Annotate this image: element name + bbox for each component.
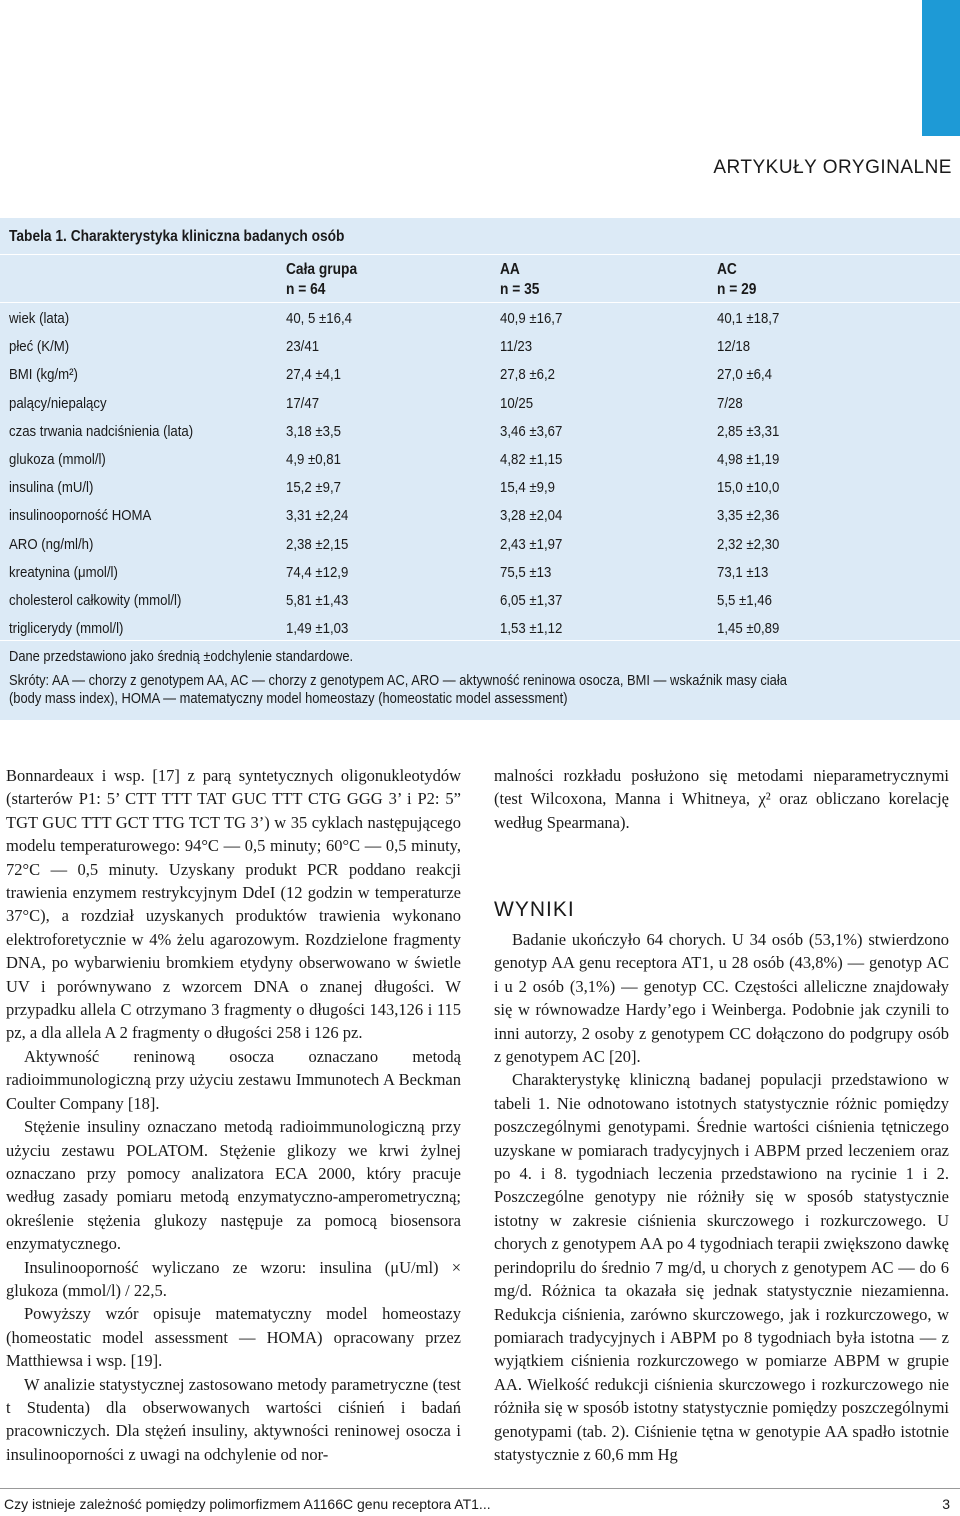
table-cell: 4,98 ±1,19: [717, 451, 780, 468]
table-cell: 1,49 ±1,03: [286, 620, 349, 637]
table-row-label: wiek (lata): [9, 310, 70, 327]
right-column-intro-paragraph: malności rozkładu posłużono się metodami nieparametrycznymi (test Wilcoxona, Manna i Whitneya, χ² oraz obliczano korelację według Spearmana).: [494, 766, 949, 832]
column-header-ac: AC: [717, 261, 737, 278]
table-cell: 4,9 ±0,81: [286, 451, 341, 468]
table-row-label: triglicerydy (mmol/l): [9, 620, 124, 637]
paragraph: Charakterystykę kliniczną badanej populacji przedstawiono w tabeli 1. Nie odnotowano istotnych statystycznie różnic pomiędzy poszczególnymi genotypami. Średnie wartości ciśnienia tętniczego uzyskane w pomiarach tradycyjnych i ABPM przed leczeniem oraz po 4. i 8. tygodniach leczenia przedstawiono na rycinie 1 i 2. Poszczególne genotypy nie różniły się w sposób statystycznie istotny w zakresie ciśnienia skurczowego i rozkurczowego. U chorych z genotypem AA po 4 tygodniach terapii zwiększono dawkę perindoprilu do średnio 7 mg/d, u chorych z genotypem AC — do 6 mg/d. Różnica ta okazała się jednak statystycznie niezamienna. Redukcja ciśnienia, zarówno skurczowego, jak i rozkurczowego, w pomiarach tradycyjnych i ABPM po 8 tygodniach była istotna — z wyjątkiem ciśnienia rozkurczowego w pomiarze ABPM w grupie AA. Wielkość redukcji ciśnienia skurczowego i rozkurczowego nie różniła się w sposób istotny statystycznie pomiędzy poszczególnymi genotypami (tab. 2). Ciśnienie tętna w genotypie AA spadło istotnie statystycznie z 60,6 mm Hg: [494, 1070, 949, 1464]
table-cell: 40,9 ±16,7: [500, 310, 563, 327]
table-cell: 2,38 ±2,15: [286, 536, 349, 553]
table-row-label: kreatynina (μmol/l): [9, 564, 118, 581]
table-cell: 3,46 ±3,67: [500, 423, 563, 440]
table-cell: 6,05 ±1,37: [500, 592, 563, 609]
table-note-abbreviations-2: (body mass index), HOMA — matematyczny model homeostazy (homeostatic model assessment): [9, 690, 568, 707]
table-title: Tabela 1. Charakterystyka kliniczna badanych osób: [9, 228, 345, 245]
column-n-ac: n = 29: [717, 281, 757, 298]
paragraph: W analizie statystycznej zastosowano metody parametryczne (test t Studenta) dla obserwowanych wartości ciśnień i badań pracowniczych. Dla stężeń insuliny, aktywności reninowej osocza i insulinooporności z uwagi na odchylenie od nor-: [6, 1374, 461, 1464]
page-number: 3: [942, 1496, 950, 1512]
table-cell: 3,28 ±2,04: [500, 507, 563, 524]
table-rule-top: [0, 254, 960, 255]
table-cell: 73,1 ±13: [717, 564, 769, 581]
table-row-label: glukoza (mmol/l): [9, 451, 106, 468]
table-cell: 15,0 ±10,0: [717, 479, 780, 496]
table-cell: 1,45 ±0,89: [717, 620, 780, 637]
table-row-label: ARO (ng/ml/h): [9, 536, 94, 553]
table-cell: 7/28: [717, 395, 743, 412]
paragraph: Powyższy wzór opisuje matematyczny model homeostazy (homeostatic model assessment — HOMA) opracowany przez Matthiewsa i wsp. [19].: [6, 1304, 461, 1371]
table-cell: 23/41: [286, 338, 320, 355]
section-color-tab: [922, 0, 960, 136]
left-column-text: [6, 764, 461, 1466]
table-cell: 15,4 ±9,9: [500, 479, 555, 496]
table-cell: 74,4 ±12,9: [286, 564, 349, 581]
table-note-data: Dane przedstawiono jako średnią ±odchylenie standardowe.: [9, 648, 354, 665]
table-row-label: czas trwania nadciśnienia (lata): [9, 423, 194, 440]
table-cell: 3,31 ±2,24: [286, 507, 349, 524]
table-cell: 3,18 ±3,5: [286, 423, 341, 440]
table-row-label: insulina (mU/l): [9, 479, 94, 496]
section-label: ARTYKUŁY ORYGINALNE: [713, 157, 952, 178]
table-cell: 27,0 ±6,4: [717, 366, 772, 383]
paragraph: Stężenie insuliny oznaczano metodą radioimmunologiczną przy użyciu zestawu POLATOM. Stężenie glikozy we krwi żylnej oznaczano przy pomocy analizatora ECA 2000, który pracuje według zasady pomiaru metodą enzymatyczno-amperometryczną; określenie stężenia glukozy następuje za pomocą biosensora enzymatycznego.: [6, 1117, 461, 1254]
right-column-intro: [494, 764, 949, 834]
column-n-all: n = 64: [286, 281, 326, 298]
table-cell: 11/23: [500, 338, 533, 355]
footer-rule: [0, 1488, 960, 1489]
paragraph: Badanie ukończyło 64 chorych. U 34 osób (53,1%) stwierdzono genotyp AA genu receptora AT1, u 28 osób (43,8%) — genotyp AC i u 2 osób (3,1%) — genotyp CC. Częstości alleliczne znajdowały się w równowadze Hardy’ego i Weinberga. Podobnie jak czynili to inni autorzy, 2 osoby z genotypem CC dołączono do podgrupy osób z genotypem AC [20].: [494, 930, 949, 1067]
right-column-text: [494, 928, 949, 1466]
table-row-label: insulinooporność HOMA: [9, 507, 152, 524]
table-row-label: płeć (K/M): [9, 338, 70, 355]
footer-article-title: Czy istnieje zależność pomiędzy polimorfizmem A1166C genu receptora AT1...: [4, 1496, 491, 1512]
table-cell: 4,82 ±1,15: [500, 451, 563, 468]
table-row-label: BMI (kg/m²): [9, 366, 78, 383]
table-cell: 10/25: [500, 395, 534, 412]
column-header-all: Cała grupa: [286, 261, 358, 278]
table-cell: 2,43 ±1,97: [500, 536, 563, 553]
table-cell: 27,4 ±4,1: [286, 366, 341, 383]
section-heading-wyniki: WYNIKI: [494, 898, 575, 921]
table-cell: 17/47: [286, 395, 320, 412]
table-cell: 40,1 ±18,7: [717, 310, 780, 327]
table-row-label: cholesterol całkowity (mmol/l): [9, 592, 182, 609]
table-cell: 75,5 ±13: [500, 564, 552, 581]
column-header-aa: AA: [500, 261, 520, 278]
table-cell: 5,5 ±1,46: [717, 592, 772, 609]
table-cell: 2,85 ±3,31: [717, 423, 780, 440]
table-cell: 40, 5 ±16,4: [286, 310, 352, 327]
table-cell: 12/18: [717, 338, 751, 355]
table-cell: 3,35 ±2,36: [717, 507, 780, 524]
table-cell: 1,53 ±1,12: [500, 620, 563, 637]
table-rule-header: [0, 302, 960, 303]
table-background: [0, 218, 960, 720]
table-note-abbreviations-1: Skróty: AA — chorzy z genotypem AA, AC — chorzy z genotypem AC, ARO — aktywność reninowa osocza, BMI — wskaźnik masy ciała: [9, 672, 787, 689]
paragraph: Bonnardeaux i wsp. [17] z parą syntetycznych oligonukleotydów (starterów P1: 5’ CTT TTT TAT GUC TTT CTG GGG 3’ i P2: 5” TGT GUC TTT GCT TTG TCT TG 3’) w 35 cyklach następującego modelu temperaturowego: 94°C — 0,5 minuty; 60°C — 0,5 minuty, 72°C — 0,5 minuty. Uzyskany produkt PCR poddano reakcji trawienia enzymem restrykcyjnym DdeI (12 godzin w temperaturze 37°C), a rozdział uzyskanych produktów trawienia wykonano elektroforetycznie w 4% żelu agarozowym. Rozdzielone fragmenty DNA, po wybarwieniu bromkiem etydyny obserwowano w świetle UV i porównywano z wzorcem DNA o znanej długości. W przypadku allela C otrzymano 3 fragmenty o długości 143,126 i 115 pz, a dla allela A 2 fragmenty o długości 258 i 126 pz.: [6, 766, 461, 1043]
table-rule-bottom: [0, 640, 960, 641]
column-n-aa: n = 35: [500, 281, 540, 298]
table-cell: 27,8 ±6,2: [500, 366, 555, 383]
table-cell: 5,81 ±1,43: [286, 592, 349, 609]
table-cell: 2,32 ±2,30: [717, 536, 780, 553]
table-cell: 15,2 ±9,7: [286, 479, 341, 496]
paragraph: Insulinooporność wyliczano ze wzoru: insulina (μU/ml) × glukoza (mmol/l) / 22,5.: [6, 1257, 461, 1300]
table-row-label: palący/niepalący: [9, 395, 107, 412]
paragraph: Aktywność reninową osocza oznaczano metodą radioimmunologiczną przy użyciu zestawu Immunotech A Beckman Coulter Company [18].: [6, 1046, 461, 1113]
